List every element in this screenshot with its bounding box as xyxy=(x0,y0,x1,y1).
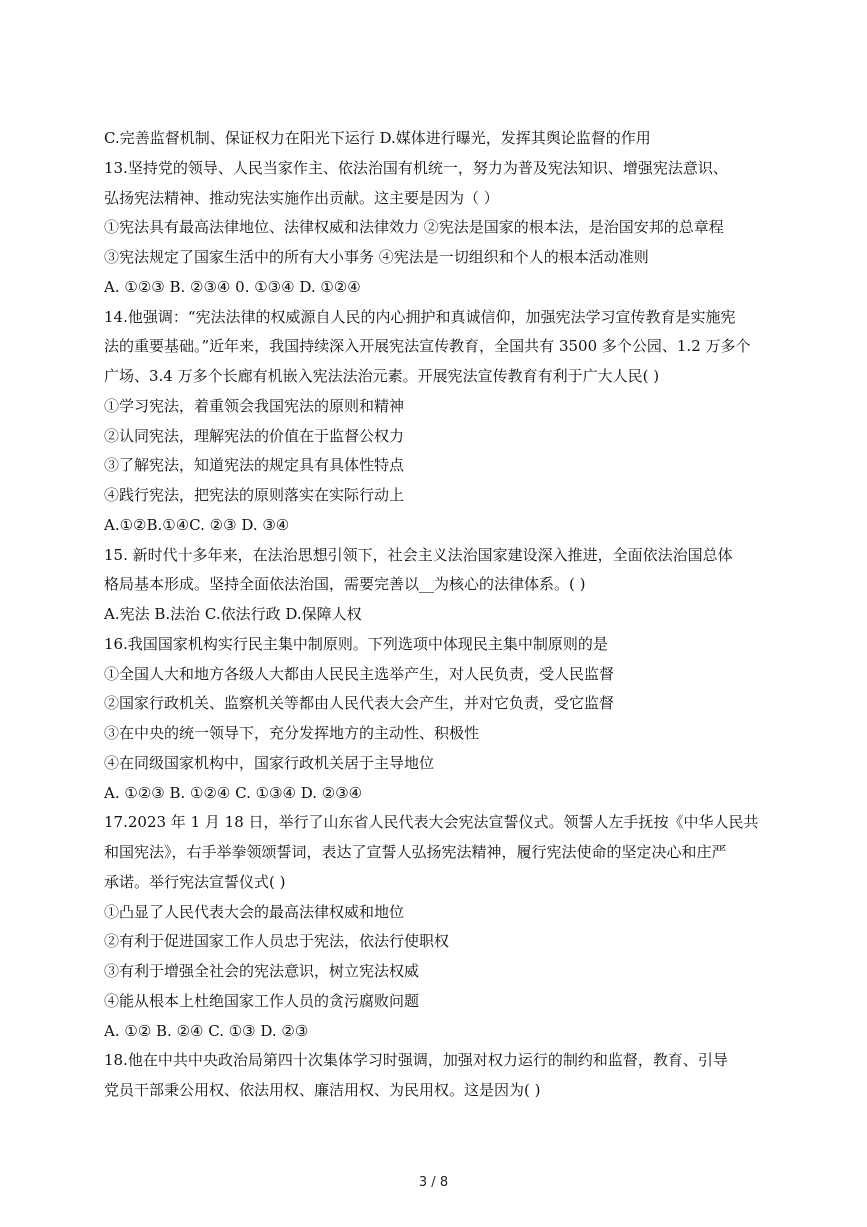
question-14-item-3: ③了解宪法，知道宪法的规定具有具体性特点 xyxy=(104,456,405,475)
question-13-answers: A. ①②③ B. ②③④ 0. ①③④ D. ①②④ xyxy=(104,277,361,296)
question-17-item-2: ②有利于促进国家工作人员忠于宪法，依法行使职权 xyxy=(104,932,450,951)
text-line-option-c-d: C.完善监督机制、保证权力在阳光下运行 D.媒体进行曝光，发挥其舆论监督的作用 xyxy=(104,129,651,147)
question-17-stem-cont-1: 和国宪法》，右手举拳领颂誓词，表达了宣誓人弘扬宪法精神，履行宪法使命的坚定决心和庄严 xyxy=(104,843,727,861)
question-13-stem: 13.坚持党的领导、人民当家作主、依法治国有机统一，努力为普及宪法知识、增强宪法意识、 xyxy=(104,158,728,177)
page-number: 3 / 8 xyxy=(418,1175,449,1190)
question-17-stem: 17.2023 年 1 月 18 日，举行了山东省人民代表大会宪法宣誓仪式。领誓人左手抚按《中华人民共 xyxy=(104,813,759,832)
question-14-stem-cont-1: 法的重要基础。”近年来，我国持续深入开展宪法宣传教育，全国共有 3500 多个公园、1.2 万多个 xyxy=(104,337,751,356)
question-13-items-1-2: ①宪法具有最高法律地位、法律权威和法律效力 ②宪法是国家的根本法，是治国安邦的总章程 xyxy=(104,218,724,237)
page-content xyxy=(104,124,770,1106)
question-14-item-1: ①学习宪法，着重领会我国宪法的原则和精神 xyxy=(104,396,405,415)
question-14-item-4: ④践行宪法，把宪法的原则落实在实际行动上 xyxy=(104,486,405,504)
question-16-answers: A. ①②③ B. ①②④ C. ①③④ D. ②③④ xyxy=(104,783,363,802)
question-17-item-1: ①凸显了人民代表大会的最高法律权威和地位 xyxy=(104,902,405,921)
question-16-item-2: ②国家行政机关、监察机关等都由人民代表大会产生，并对它负责，受它监督 xyxy=(104,694,615,713)
question-17-answers: A. ①② B. ②④ C. ①③ D. ②③ xyxy=(104,1021,309,1040)
question-16-item-1: ①全国人大和地方各级人大都由人民民主选举产生，对人民负责，受人民监督 xyxy=(104,664,615,683)
question-17-stem-cont-2: 承诺。举行宪法宣誓仪式( ) xyxy=(104,872,286,891)
question-13-stem-cont: 弘扬宪法精神、推动宪法实施作出贡献。这主要是因为（ ） xyxy=(104,188,499,207)
question-14-stem: 14.他强调：“宪法法律的权威源自人民的内心拥护和真诚信仰，加强宪法学习宣传教育是实施宪 xyxy=(104,307,736,326)
question-17-item-3: ③有利于增强全社会的宪法意识，树立宪法权威 xyxy=(104,962,420,980)
question-13-items-3-4: ③宪法规定了国家生活中的所有大小事务 ④宪法是一切组织和个人的根本活动准则 xyxy=(104,248,649,266)
question-16-item-4: ④在同级国家机构中，国家行政机关居于主导地位 xyxy=(104,753,435,772)
question-14-item-2: ②认同宪法，理解宪法的价值在于监督公权力 xyxy=(104,426,405,445)
question-14-answers: A.①②B.①④C. ②③ D. ③④ xyxy=(104,515,290,534)
question-16-stem: 16.我国国家机构实行民主集中制原则。下列选项中体现民主集中制原则的是 xyxy=(104,634,608,653)
question-17-item-4: ④能从根本上杜绝国家工作人员的贪污腐败问题 xyxy=(104,991,420,1010)
question-14-stem-cont-2: 广场、3.4 万多个长廊有机嵌入宪法法治元素。开展宪法宣传教育有利于广大人民( ) xyxy=(104,367,660,385)
question-18-stem-cont: 党员干部秉公用权、依法用权、廉洁用权、为民用权。这是因为( ) xyxy=(104,1081,541,1099)
question-15-answers: A.宪法 B.法治 C.依法行政 D.保障人权 xyxy=(104,605,362,623)
question-15-stem: 15. 新时代十多年来，在法治思想引领下，社会主义法治国家建设深入推进，全面依法治国总体 xyxy=(104,545,733,564)
question-15-stem-cont: 格局基本形成。坚持全面依法治国，需要完善以__为核心的法律体系。( ) xyxy=(104,575,586,594)
question-16-item-3: ③在中央的统一领导下，充分发挥地方的主动性、积极性 xyxy=(104,724,480,742)
question-18-stem: 18.他在中共中央政治局第四十次集体学习时强调，加强对权力运行的制约和监督，教育、引导 xyxy=(104,1051,728,1070)
